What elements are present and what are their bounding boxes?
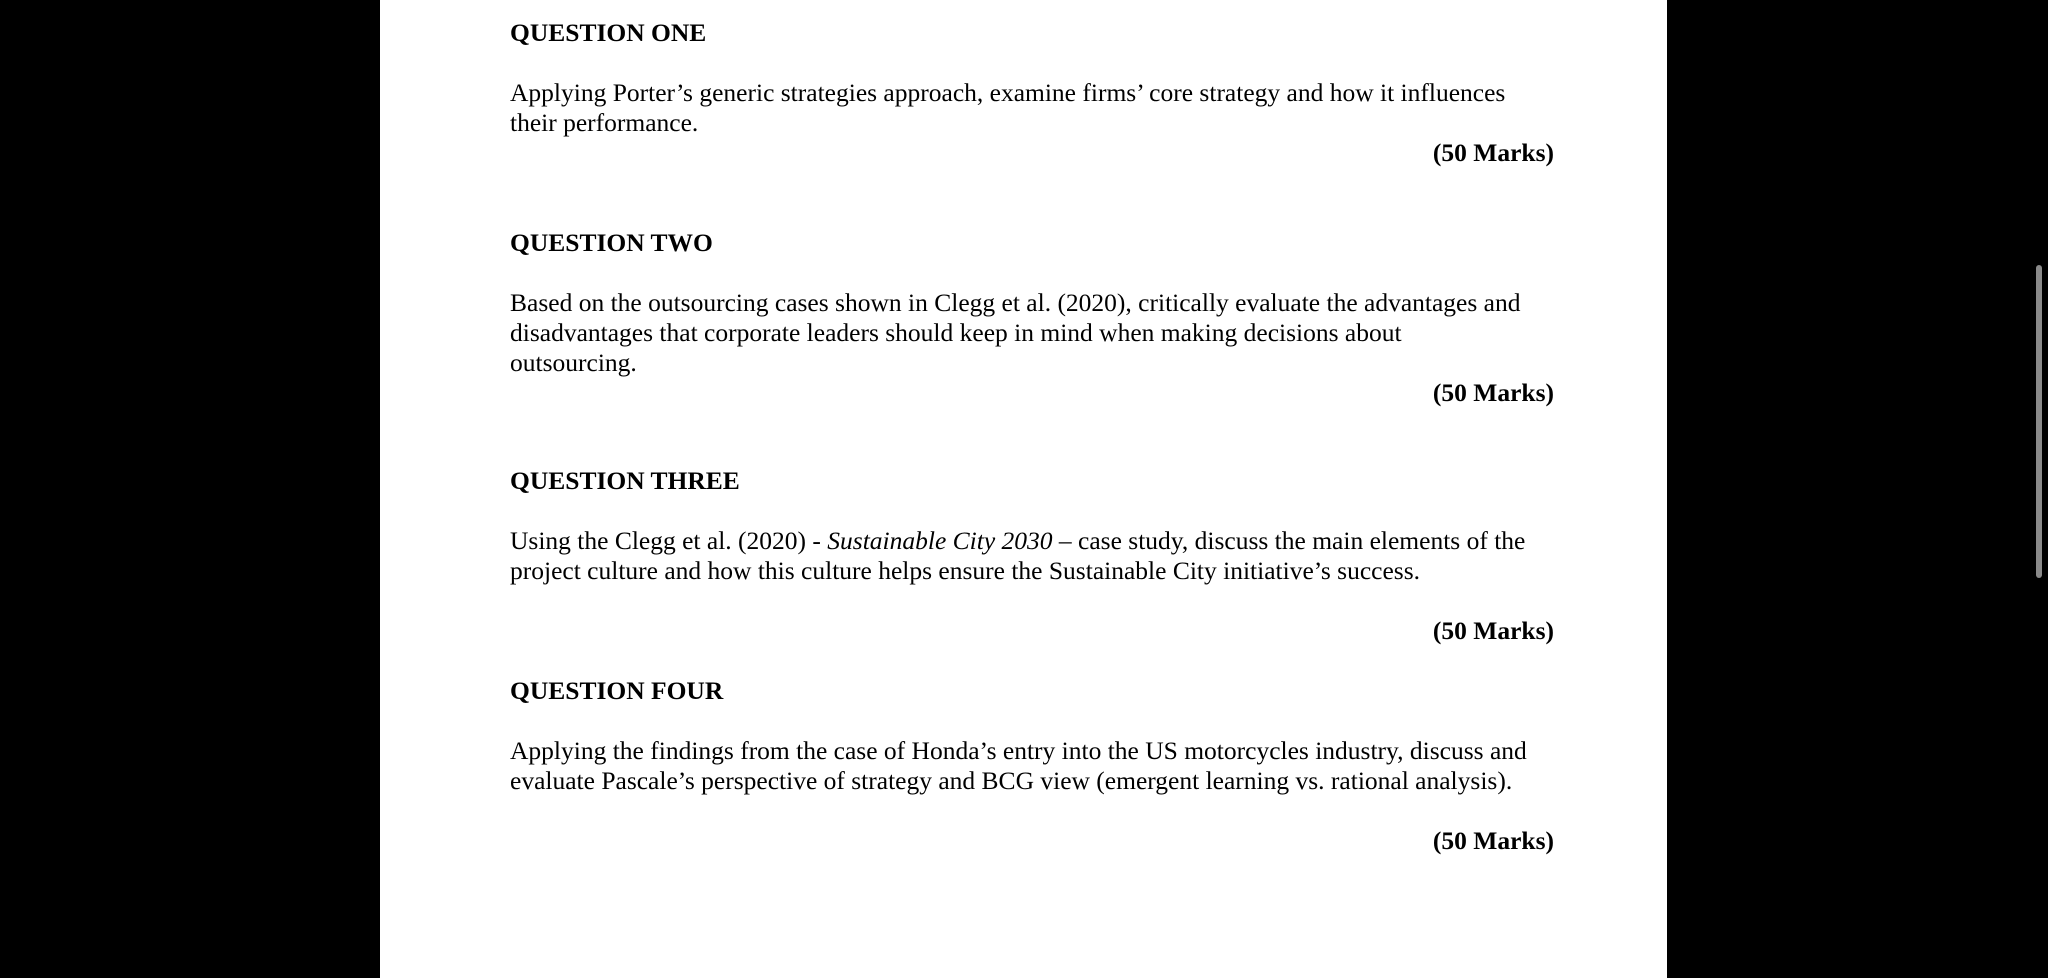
question-two-text: outsourcing. xyxy=(510,348,637,377)
question-one-marks: (50 Marks) xyxy=(1432,138,1554,167)
question-one-text: Applying Porter’s generic strategies approach, examine firms’ core strategy and how it influences xyxy=(510,78,1506,107)
question-three-marks: (50 Marks) xyxy=(1432,616,1554,645)
question-three-heading: QUESTION THREE xyxy=(510,466,740,495)
question-four-text: evaluate Pascale’s perspective of strategy and BCG view (emergent learning vs. rational analysis). xyxy=(510,766,1513,795)
document-page xyxy=(380,0,1667,978)
question-one-text: their performance. xyxy=(510,108,699,137)
question-two-text: disadvantages that corporate leaders should keep in mind when making decisions about xyxy=(510,318,1402,347)
question-two-text: Based on the outsourcing cases shown in Clegg et al. (2020), critically evaluate the advantages and xyxy=(510,288,1521,317)
vertical-scrollbar[interactable] xyxy=(2036,265,2042,578)
question-four-marks: (50 Marks) xyxy=(1432,826,1554,855)
question-four-heading: QUESTION FOUR xyxy=(510,676,724,705)
text-segment: – case study, discuss the main elements of the xyxy=(1052,526,1526,555)
question-two-marks: (50 Marks) xyxy=(1432,378,1554,407)
question-three-text: project culture and how this culture helps ensure the Sustainable City initiative’s success. xyxy=(510,556,1420,585)
text-segment: Using the Clegg et al. (2020) - xyxy=(510,526,828,555)
question-two-heading: QUESTION TWO xyxy=(510,228,713,257)
question-four-text: Applying the findings from the case of Honda’s entry into the US motorcycles industry, discuss and xyxy=(510,736,1527,765)
question-one-heading: QUESTION ONE xyxy=(510,18,707,47)
question-three-text xyxy=(510,526,1525,556)
case-title-italic: Sustainable City 2030 xyxy=(827,526,1053,555)
